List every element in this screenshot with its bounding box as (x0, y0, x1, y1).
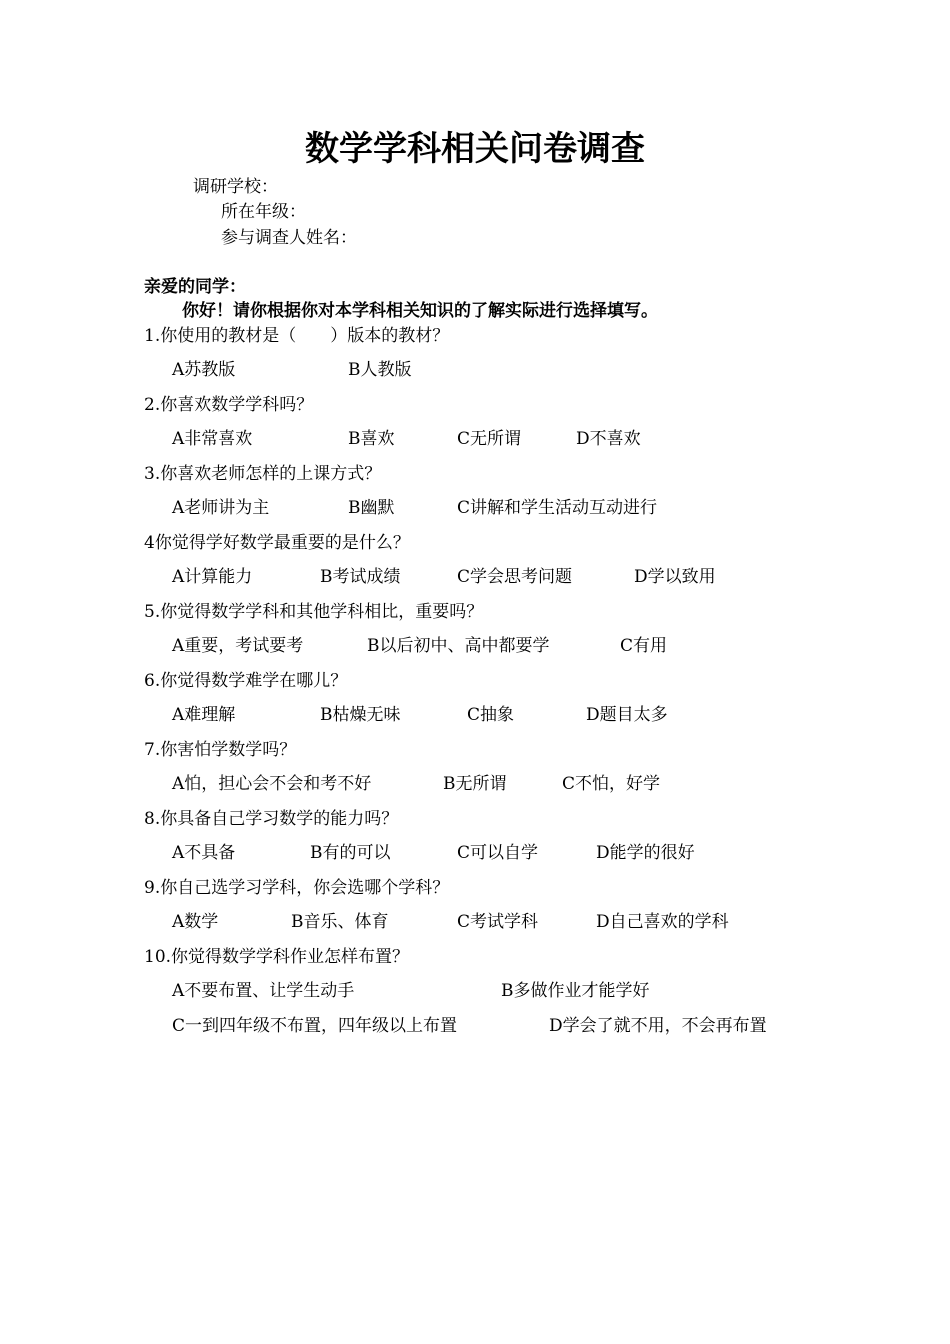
q3-option-a[interactable]: A老师讲为主 (172, 498, 270, 518)
q10-option-c[interactable]: C一到四年级不布置，四年级以上布置 (172, 1016, 458, 1036)
q8-option-d[interactable]: D能学的很好 (596, 843, 695, 863)
q7-option-a[interactable]: A怕，担心会不会和考不好 (172, 774, 372, 794)
q6-option-d[interactable]: D题目太多 (586, 705, 668, 725)
q9-option-b[interactable]: B音乐、体育 (291, 912, 389, 932)
q4-option-b[interactable]: B考试成绩 (320, 567, 401, 587)
q8-option-c[interactable]: C可以自学 (457, 843, 539, 863)
q7-option-b[interactable]: B无所谓 (443, 774, 507, 794)
question-2: 2.你喜欢数学学科吗？ (144, 395, 314, 415)
q4-option-d[interactable]: D学以致用 (634, 567, 716, 587)
question-9: 9.你自己选学习学科，你会选哪个学科？ (144, 878, 450, 898)
greeting-instruction: 你好！请你根据你对本学科相关知识的了解实际进行选择填写。 (182, 301, 658, 321)
q9-option-a[interactable]: A数学 (172, 912, 219, 932)
question-3: 3.你喜欢老师怎样的上课方式？ (144, 464, 382, 484)
q8-option-a[interactable]: A不具备 (172, 843, 236, 863)
q4-option-c[interactable]: C学会思考问题 (457, 567, 573, 587)
q2-option-d[interactable]: D不喜欢 (576, 429, 641, 449)
question-10: 10.你觉得数学学科作业怎样布置？ (144, 947, 410, 967)
q6-option-a[interactable]: A难理解 (172, 705, 236, 725)
question-4: 4你觉得学好数学最重要的是什么？ (144, 533, 410, 553)
q4-option-a[interactable]: A计算能力 (172, 567, 253, 587)
page-title: 数学学科相关问卷调查 (305, 129, 645, 169)
question-6: 6.你觉得数学难学在哪儿？ (144, 671, 348, 691)
question-8: 8.你具备自己学习数学的能力吗？ (144, 809, 399, 829)
q5-option-b[interactable]: B以后初中、高中都要学 (367, 636, 550, 656)
q5-option-a[interactable]: A重要，考试要考 (172, 636, 304, 656)
q6-option-c[interactable]: C抽象 (467, 705, 515, 725)
name-field-label: 参与调查人姓名： (221, 228, 357, 248)
q6-option-b[interactable]: B枯燥无味 (320, 705, 401, 725)
q5-option-c[interactable]: C有用 (620, 636, 668, 656)
question-5: 5.你觉得数学学科和其他学科相比，重要吗？ (144, 602, 484, 622)
q1-option-a[interactable]: A苏教版 (172, 360, 236, 380)
grade-field-label: 所在年级： (221, 202, 306, 222)
q2-option-a[interactable]: A非常喜欢 (172, 429, 253, 449)
q2-option-b[interactable]: B喜欢 (348, 429, 395, 449)
q10-option-a[interactable]: A不要布置、让学生动手 (172, 981, 355, 1001)
question-7: 7.你害怕学数学吗？ (144, 740, 297, 760)
school-field-label: 调研学校： (193, 177, 278, 197)
q3-option-b[interactable]: B幽默 (348, 498, 395, 518)
q9-option-c[interactable]: C考试学科 (457, 912, 539, 932)
greeting-salutation: 亲爱的同学： (144, 277, 246, 297)
q3-option-c[interactable]: C讲解和学生活动互动进行 (457, 498, 658, 518)
q7-option-c[interactable]: C不怕，好学 (562, 774, 661, 794)
q8-option-b[interactable]: B有的可以 (310, 843, 391, 863)
q10-option-d[interactable]: D学会了就不用，不会再布置 (549, 1016, 767, 1036)
q10-option-b[interactable]: B多做作业才能学好 (501, 981, 650, 1001)
q2-option-c[interactable]: C无所谓 (457, 429, 522, 449)
q9-option-d[interactable]: D自己喜欢的学科 (596, 912, 729, 932)
question-1: 1.你使用的教材是（ ）版本的教材？ (144, 326, 450, 346)
q1-option-b[interactable]: B人教版 (348, 360, 412, 380)
